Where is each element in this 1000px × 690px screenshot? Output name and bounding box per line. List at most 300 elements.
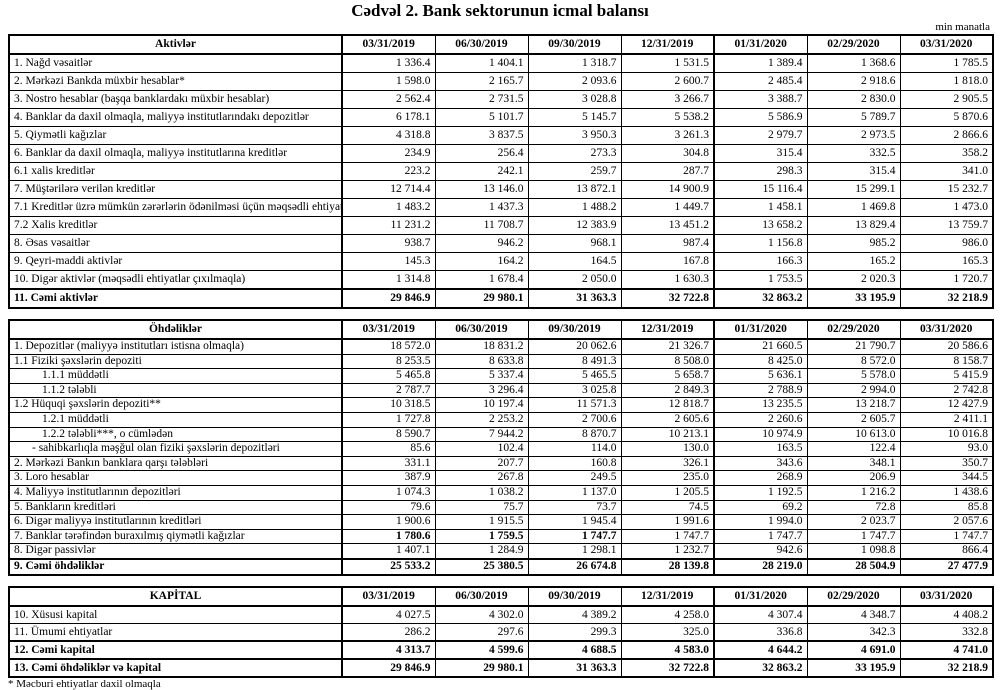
table-row (9, 199, 993, 217)
value-cell: 223.2 (342, 163, 435, 181)
value-cell: 1 488.2 (528, 199, 621, 217)
value-cell: 1 473.0 (900, 199, 993, 217)
table-row (9, 485, 993, 500)
value-cell: 287.7 (621, 163, 714, 181)
value-cell: 3 388.7 (714, 91, 807, 109)
value-cell: 10 613.0 (807, 427, 900, 442)
value-cell: 1 438.6 (900, 485, 993, 500)
value-cell: 1 945.4 (528, 515, 621, 530)
value-cell: 268.9 (714, 471, 807, 486)
value-cell: 358.2 (900, 145, 993, 163)
value-cell: 2 260.6 (714, 412, 807, 427)
value-cell: 1 818.0 (900, 73, 993, 91)
value-cell: 4 741.0 (900, 641, 993, 659)
value-cell: 25 533.2 (342, 559, 435, 575)
value-cell: 8 425.0 (714, 354, 807, 369)
value-cell: 315.4 (714, 145, 807, 163)
value-cell: 1 469.8 (807, 199, 900, 217)
table-row (9, 354, 993, 369)
value-cell: 20 062.6 (528, 339, 621, 354)
value-cell: 3 296.4 (435, 383, 528, 398)
value-cell: 2 742.8 (900, 383, 993, 398)
value-cell: 8 158.7 (900, 354, 993, 369)
value-cell: 342.3 (807, 623, 900, 641)
value-cell: 2 849.3 (621, 383, 714, 398)
value-cell: 1 336.4 (342, 54, 435, 73)
value-cell: 4 389.2 (528, 606, 621, 624)
value-cell: 69.2 (714, 500, 807, 515)
row-label: 5. Bankların kreditləri (9, 500, 342, 515)
column-header: 03/31/2020 (900, 320, 993, 339)
value-cell: 72.8 (807, 500, 900, 515)
column-header: 01/31/2020 (714, 35, 807, 54)
value-cell: 387.9 (342, 471, 435, 486)
value-cell: 13 146.0 (435, 181, 528, 199)
row-label: 11. Ümumi ehtiyatlar (9, 623, 342, 641)
value-cell: 15 232.7 (900, 181, 993, 199)
row-label: 4. Banklar da daxil olmaqla, maliyyə institutlarındakı depozitlər (9, 109, 342, 127)
table-row (9, 289, 993, 308)
value-cell: 298.3 (714, 163, 807, 181)
section-header: Aktivlər (9, 35, 342, 54)
value-cell: 968.1 (528, 235, 621, 253)
table-row (9, 606, 993, 624)
value-cell: 2 253.2 (435, 412, 528, 427)
value-cell: 332.5 (807, 145, 900, 163)
value-cell: 31 363.3 (528, 289, 621, 308)
value-cell: 33 195.9 (807, 659, 900, 677)
value-cell: 102.4 (435, 442, 528, 457)
value-cell: 31 363.3 (528, 659, 621, 677)
table-row (9, 369, 993, 384)
value-cell: 25 380.5 (435, 559, 528, 575)
value-cell: 1 389.4 (714, 54, 807, 73)
value-cell: 2 787.7 (342, 383, 435, 398)
value-cell: 5 870.6 (900, 109, 993, 127)
table-row (9, 54, 993, 73)
value-cell: 1 678.4 (435, 271, 528, 290)
value-cell: 163.5 (714, 442, 807, 457)
value-cell: 11 231.2 (342, 217, 435, 235)
table-row (9, 339, 993, 354)
value-cell: 8 508.0 (621, 354, 714, 369)
value-cell: 166.3 (714, 253, 807, 271)
value-cell: 2 562.4 (342, 91, 435, 109)
row-label: 3. Loro hesablar (9, 471, 342, 486)
row-label: 1.2 Hüquqi şəxslərin depoziti** (9, 398, 342, 413)
value-cell: 15 299.1 (807, 181, 900, 199)
footnote-clipped: * Məcburi ehtiyatlar daxil olmaqla (8, 677, 161, 690)
value-cell: 167.8 (621, 253, 714, 271)
table-row (9, 109, 993, 127)
row-label: 7. Müştərilərə verilən kreditlər (9, 181, 342, 199)
value-cell: 1 407.1 (342, 544, 435, 559)
value-cell: 8 633.8 (435, 354, 528, 369)
value-cell: 85.6 (342, 442, 435, 457)
value-cell: 32 863.2 (714, 289, 807, 308)
value-cell: 1 216.2 (807, 485, 900, 500)
value-cell: 1 284.9 (435, 544, 528, 559)
value-cell: 1 753.5 (714, 271, 807, 290)
row-label: 5. Qiymətli kağızlar (9, 127, 342, 145)
value-cell: 114.0 (528, 442, 621, 457)
value-cell: 5 415.9 (900, 369, 993, 384)
value-cell: 1 458.1 (714, 199, 807, 217)
value-cell: 273.3 (528, 145, 621, 163)
value-cell: 4 258.0 (621, 606, 714, 624)
value-cell: 12 714.4 (342, 181, 435, 199)
value-cell: 1 531.5 (621, 54, 714, 73)
value-cell: 13 451.2 (621, 217, 714, 235)
value-cell: 1 991.6 (621, 515, 714, 530)
value-cell: 4 307.4 (714, 606, 807, 624)
table-row (9, 235, 993, 253)
value-cell: 348.1 (807, 456, 900, 471)
value-cell: 160.8 (528, 456, 621, 471)
value-cell: 32 722.8 (621, 659, 714, 677)
table-row (9, 456, 993, 471)
value-cell: 5 578.0 (807, 369, 900, 384)
value-cell: 15 116.4 (714, 181, 807, 199)
value-cell: 10 016.8 (900, 427, 993, 442)
value-cell: 18 831.2 (435, 339, 528, 354)
value-cell: 3 266.7 (621, 91, 714, 109)
value-cell: 8 572.0 (807, 354, 900, 369)
column-header: 12/31/2019 (621, 35, 714, 54)
value-cell: 938.7 (342, 235, 435, 253)
value-cell: 3 950.3 (528, 127, 621, 145)
value-cell: 13 759.7 (900, 217, 993, 235)
column-header: 06/30/2019 (435, 35, 528, 54)
value-cell: 4 688.5 (528, 641, 621, 659)
row-label: 1.1.1 müddətli (9, 369, 342, 384)
table-row (9, 471, 993, 486)
value-cell: 2 023.7 (807, 515, 900, 530)
row-label: 10. Xüsusi kapital (9, 606, 342, 624)
value-cell: 1 900.6 (342, 515, 435, 530)
row-label: 8. Digər passivlər (9, 544, 342, 559)
value-cell: 12 383.9 (528, 217, 621, 235)
value-cell: 13 872.1 (528, 181, 621, 199)
value-cell: 1 483.2 (342, 199, 435, 217)
value-cell: 28 139.8 (621, 559, 714, 575)
value-cell: 11 571.3 (528, 398, 621, 413)
value-cell: 28 219.0 (714, 559, 807, 575)
value-cell: 1 314.8 (342, 271, 435, 290)
value-cell: 4 599.6 (435, 641, 528, 659)
value-cell: 1 759.5 (435, 529, 528, 544)
value-cell: 2 600.7 (621, 73, 714, 91)
value-cell: 2 731.5 (435, 91, 528, 109)
column-header: 06/30/2019 (435, 320, 528, 339)
value-cell: 1 720.7 (900, 271, 993, 290)
table-row (9, 559, 993, 575)
value-cell: 234.9 (342, 145, 435, 163)
table-row (9, 91, 993, 109)
table-gap (8, 576, 992, 586)
kapital-table (8, 586, 994, 678)
value-cell: 1 298.1 (528, 544, 621, 559)
column-header: 03/31/2019 (342, 35, 435, 54)
column-header: 03/31/2019 (342, 320, 435, 339)
value-cell: 5 337.4 (435, 369, 528, 384)
value-cell: 4 313.7 (342, 641, 435, 659)
value-cell: 2 830.0 (807, 91, 900, 109)
table-row (9, 398, 993, 413)
value-cell: 2 918.6 (807, 73, 900, 91)
value-cell: 2 411.1 (900, 412, 993, 427)
value-cell: 1 727.8 (342, 412, 435, 427)
value-cell: 256.4 (435, 145, 528, 163)
value-cell: 18 572.0 (342, 339, 435, 354)
value-cell: 8 870.7 (528, 427, 621, 442)
value-cell: 326.1 (621, 456, 714, 471)
value-cell: 4 027.5 (342, 606, 435, 624)
value-cell: 2 020.3 (807, 271, 900, 290)
value-cell: 1 318.7 (528, 54, 621, 73)
value-cell: 29 846.9 (342, 659, 435, 677)
value-cell: 32 218.9 (900, 289, 993, 308)
row-label: 1.1 Fiziki şəxslərin depoziti (9, 354, 342, 369)
table-gap (8, 309, 992, 319)
value-cell: 1 074.3 (342, 485, 435, 500)
value-cell: 1 205.5 (621, 485, 714, 500)
value-cell: 32 863.2 (714, 659, 807, 677)
table-row (9, 253, 993, 271)
value-cell: 11 708.7 (435, 217, 528, 235)
row-label: 4. Maliyyə institutlarının depozitləri (9, 485, 342, 500)
value-cell: 344.5 (900, 471, 993, 486)
table-row (9, 383, 993, 398)
value-cell: 985.2 (807, 235, 900, 253)
value-cell: 2 788.9 (714, 383, 807, 398)
row-label: 2. Mərkəzi Bankın banklara qarşı tələbləri (9, 456, 342, 471)
tables-container (8, 34, 992, 678)
column-header: 09/30/2019 (528, 320, 621, 339)
row-label: 1.2.2 tələbli***, o cümlədən (9, 427, 342, 442)
table-row (9, 442, 993, 457)
unit-note: min manatla (935, 21, 990, 33)
row-label: 1.2.1 müddətli (9, 412, 342, 427)
value-cell: 986.0 (900, 235, 993, 253)
value-cell: 122.4 (807, 442, 900, 457)
table-row (9, 127, 993, 145)
row-label: 12. Cəmi kapital (9, 641, 342, 659)
value-cell: 4 348.7 (807, 606, 900, 624)
value-cell: 2 605.6 (621, 412, 714, 427)
value-cell: 1 747.7 (900, 529, 993, 544)
row-label: 2. Mərkəzi Bankda müxbir hesablar* (9, 73, 342, 91)
column-header: 03/31/2020 (900, 587, 993, 606)
value-cell: 74.5 (621, 500, 714, 515)
row-label: 1. Nağd vəsaitlər (9, 54, 342, 73)
value-cell: 946.2 (435, 235, 528, 253)
value-cell: 1 449.7 (621, 199, 714, 217)
value-cell: 2 605.7 (807, 412, 900, 427)
column-header: 02/29/2020 (807, 320, 900, 339)
row-label: 7.1 Kreditlər üzrə mümkün zərərlərin ödənilməsi üçün məqsədli ehtiyat (9, 199, 342, 217)
table-row (9, 271, 993, 290)
value-cell: 5 789.7 (807, 109, 900, 127)
value-cell: 21 660.5 (714, 339, 807, 354)
value-cell: 10 213.1 (621, 427, 714, 442)
value-cell: 29 846.9 (342, 289, 435, 308)
value-cell: 1 404.1 (435, 54, 528, 73)
value-cell: 93.0 (900, 442, 993, 457)
value-cell: 866.4 (900, 544, 993, 559)
value-cell: 164.5 (528, 253, 621, 271)
value-cell: 13 218.7 (807, 398, 900, 413)
value-cell: 325.0 (621, 623, 714, 641)
row-label: 1. Depozitlər (maliyyə institutları istisna olmaqla) (9, 339, 342, 354)
value-cell: 26 674.8 (528, 559, 621, 575)
row-label: 7. Banklar tərəfindən buraxılmış qiymətli kağızlar (9, 529, 342, 544)
value-cell: 286.2 (342, 623, 435, 641)
value-cell: 206.9 (807, 471, 900, 486)
value-cell: 2 700.6 (528, 412, 621, 427)
column-header: 06/30/2019 (435, 587, 528, 606)
value-cell: 75.7 (435, 500, 528, 515)
value-cell: 1 747.7 (807, 529, 900, 544)
row-label: 6.1 xalis kreditlər (9, 163, 342, 181)
value-cell: 259.7 (528, 163, 621, 181)
value-cell: 2 979.7 (714, 127, 807, 145)
column-header: 12/31/2019 (621, 587, 714, 606)
value-cell: 1 915.5 (435, 515, 528, 530)
row-label: 9. Qeyri-maddi aktivlər (9, 253, 342, 271)
table-row (9, 641, 993, 659)
value-cell: 8 253.5 (342, 354, 435, 369)
value-cell: 235.0 (621, 471, 714, 486)
value-cell: 1 785.5 (900, 54, 993, 73)
value-cell: 341.0 (900, 163, 993, 181)
value-cell: 249.5 (528, 471, 621, 486)
value-cell: 1 747.7 (528, 529, 621, 544)
table-row (9, 217, 993, 235)
row-label: - sahibkarlıqla məşğul olan fiziki şəxslərin depozitləri (9, 442, 342, 457)
value-cell: 1 994.0 (714, 515, 807, 530)
value-cell: 297.6 (435, 623, 528, 641)
value-cell: 2 093.6 (528, 73, 621, 91)
value-cell: 1 137.0 (528, 485, 621, 500)
value-cell: 1 156.8 (714, 235, 807, 253)
row-label: 1.1.2 tələbli (9, 383, 342, 398)
value-cell: 32 218.9 (900, 659, 993, 677)
table-row (9, 163, 993, 181)
value-cell: 1 038.2 (435, 485, 528, 500)
row-label: 11. Cəmi aktivlər (9, 289, 342, 308)
value-cell: 1 192.5 (714, 485, 807, 500)
value-cell: 207.7 (435, 456, 528, 471)
value-cell: 5 145.7 (528, 109, 621, 127)
column-header: 02/29/2020 (807, 35, 900, 54)
value-cell: 2 973.5 (807, 127, 900, 145)
value-cell: 1 630.3 (621, 271, 714, 290)
value-cell: 5 465.5 (528, 369, 621, 384)
value-cell: 2 866.6 (900, 127, 993, 145)
value-cell: 1 598.0 (342, 73, 435, 91)
table-row (9, 145, 993, 163)
value-cell: 315.4 (807, 163, 900, 181)
value-cell: 1 098.8 (807, 544, 900, 559)
table-row (9, 181, 993, 199)
row-label: 10. Digər aktivlər (məqsədli ehtiyatlar çıxılmaqla) (9, 271, 342, 290)
column-header: 02/29/2020 (807, 587, 900, 606)
value-cell: 4 302.0 (435, 606, 528, 624)
value-cell: 4 408.2 (900, 606, 993, 624)
row-label: 13. Cəmi öhdəliklər və kapital (9, 659, 342, 677)
section-header: Öhdəliklər (9, 320, 342, 339)
row-label: 6. Digər maliyyə institutlarının kreditləri (9, 515, 342, 530)
value-cell: 27 477.9 (900, 559, 993, 575)
value-cell: 3 837.5 (435, 127, 528, 145)
value-cell: 1 232.7 (621, 544, 714, 559)
value-cell: 1 780.6 (342, 529, 435, 544)
value-cell: 12 427.9 (900, 398, 993, 413)
value-cell: 4 318.8 (342, 127, 435, 145)
value-cell: 8 590.7 (342, 427, 435, 442)
row-label: 7.2 Xalis kreditlər (9, 217, 342, 235)
value-cell: 8 491.3 (528, 354, 621, 369)
value-cell: 2 994.0 (807, 383, 900, 398)
table-row (9, 529, 993, 544)
value-cell: 336.8 (714, 623, 807, 641)
table-row (9, 544, 993, 559)
value-cell: 5 538.2 (621, 109, 714, 127)
value-cell: 331.1 (342, 456, 435, 471)
value-cell: 5 586.9 (714, 109, 807, 127)
value-cell: 5 101.7 (435, 109, 528, 127)
value-cell: 4 644.2 (714, 641, 807, 659)
table-row (9, 427, 993, 442)
value-cell: 3 025.8 (528, 383, 621, 398)
value-cell: 987.4 (621, 235, 714, 253)
value-cell: 267.8 (435, 471, 528, 486)
value-cell: 1 437.3 (435, 199, 528, 217)
value-cell: 332.8 (900, 623, 993, 641)
table-row (9, 500, 993, 515)
value-cell: 5 465.8 (342, 369, 435, 384)
value-cell: 32 722.8 (621, 289, 714, 308)
value-cell: 85.8 (900, 500, 993, 515)
value-cell: 20 586.6 (900, 339, 993, 354)
value-cell: 1 368.6 (807, 54, 900, 73)
value-cell: 13 829.4 (807, 217, 900, 235)
value-cell: 4 691.0 (807, 641, 900, 659)
value-cell: 3 261.3 (621, 127, 714, 145)
value-cell: 165.2 (807, 253, 900, 271)
value-cell: 13 235.5 (714, 398, 807, 413)
value-cell: 343.6 (714, 456, 807, 471)
value-cell: 2 050.0 (528, 271, 621, 290)
column-header: 09/30/2019 (528, 587, 621, 606)
value-cell: 299.3 (528, 623, 621, 641)
value-cell: 13 658.2 (714, 217, 807, 235)
value-cell: 10 318.5 (342, 398, 435, 413)
row-label: 8. Əsas vəsaitlər (9, 235, 342, 253)
value-cell: 164.2 (435, 253, 528, 271)
value-cell: 6 178.1 (342, 109, 435, 127)
ohdelikler-table (8, 319, 994, 576)
column-header: 03/31/2020 (900, 35, 993, 54)
aktivler-table (8, 34, 994, 309)
value-cell: 130.0 (621, 442, 714, 457)
row-label: 3. Nostro hesablar (başqa banklardakı müxbir hesablar) (9, 91, 342, 109)
value-cell: 2 905.5 (900, 91, 993, 109)
value-cell: 1 747.7 (621, 529, 714, 544)
page-title: Cədvəl 2. Bank sektorunun icmal balansı (351, 1, 649, 20)
value-cell: 28 504.9 (807, 559, 900, 575)
